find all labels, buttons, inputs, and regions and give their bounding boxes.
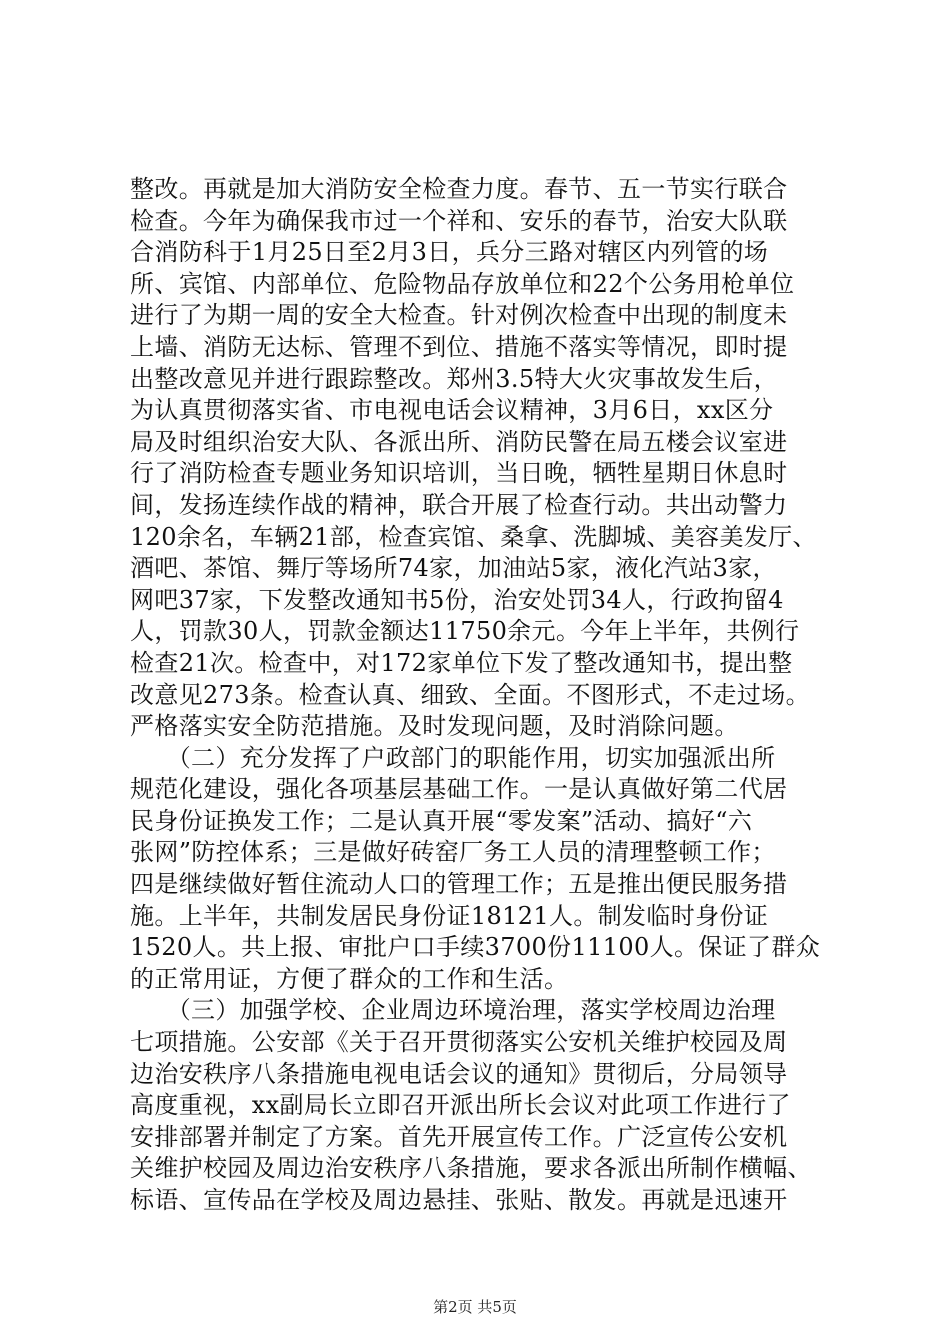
- text-line: 安排部署并制定了方案。首先开展宣传工作。广泛宣传公安机: [130, 1122, 788, 1151]
- text-line: 七项措施。公安部《关于召开贯彻落实公安机关维护校园及周: [130, 1028, 788, 1057]
- text-line: 所、宾馆、内部单位、危险物品存放单位和22个公务用枪单位: [130, 269, 795, 298]
- text-line: 检查。今年为确保我市过一个祥和、安乐的春节，治安大队联: [130, 206, 788, 235]
- text-line: 进行了为期一周的安全大检查。针对例次检查中出现的制度未: [130, 301, 788, 330]
- text-line: 严格落实安全防范措施。及时发现问题，及时消除问题。: [130, 712, 739, 741]
- text-line: 酒吧、茶馆、舞厅等场所74家，加油站5家，液化汽站3家，: [130, 554, 777, 583]
- paragraph-start-line: （二）充分发挥了户政部门的职能作用，切实加强派出所: [130, 743, 776, 772]
- text-line: 的正常用证，方便了群众的工作和生活。: [130, 964, 569, 993]
- text-line: 行了消防检查专题业务知识培训，当日晚，牺牲星期日休息时: [130, 459, 788, 488]
- text-line: 合消防科于1月25日至2月3日，兵分三路对辖区内列管的场: [130, 238, 769, 267]
- text-line: 人，罚款30人，罚款金额达11750余元。今年上半年，共例行: [130, 617, 800, 646]
- text-line: 张网”防控体系；三是做好砖窑厂务工人员的清理整顿工作；: [130, 838, 776, 867]
- text-line: 高度重视，xx副局长立即召开派出所长会议对此项工作进行了: [130, 1091, 791, 1120]
- text-line: 1520人。共上报、审批户口手续3700份11100人。保证了群众: [130, 933, 821, 962]
- text-line: 网吧37家，下发整改通知书5份，治安处罚34人，行政拘留4: [130, 585, 784, 614]
- text-line: 标语、宣传品在学校及周边悬挂、张贴、散发。再就是迅速开: [130, 1186, 788, 1214]
- page-number-footer: 第2页 共5页: [433, 1298, 517, 1316]
- text-line: 四是继续做好暂住流动人口的管理工作；五是推出便民服务措: [130, 870, 788, 899]
- text-line: 关维护校园及周边治安秩序八条措施，要求各派出所制作横幅、: [130, 1154, 812, 1183]
- text-line: 民身份证换发工作；二是认真开展“零发案”活动、搞好“六: [130, 806, 753, 835]
- text-line: 改意见273条。检查认真、细致、全面。不图形式，不走过场。: [130, 680, 810, 709]
- text-line: 出整改意见并进行跟踪整改。郑州3.5特大火灾事故发生后，: [130, 364, 778, 393]
- text-line: 局及时组织治安大队、各派出所、消防民警在局五楼会议室进: [130, 427, 788, 456]
- text-line: 间，发扬连续作战的精神，联合开展了检查行动。共出动警力: [130, 490, 788, 519]
- paragraph-start-line: （三）加强学校、企业周边环境治理，落实学校周边治理: [130, 996, 776, 1025]
- text-line: 边治安秩序八条措施电视电话会议的通知》贯彻后，分局领导: [130, 1059, 788, 1088]
- text-line: 规范化建设，强化各项基层基础工作。一是认真做好第二代居: [130, 775, 788, 804]
- document-body: [130, 174, 842, 1217]
- text-line: 上墙、消防无达标、管理不到位、措施不落实等情况，即时提: [130, 332, 788, 361]
- text-line: 为认真贯彻落实省、市电视电话会议精神，3月6日，xx区分: [130, 396, 774, 425]
- text-line: 120余名，车辆21部，检查宾馆、桑拿、洗脚城、美容美发厅、: [130, 522, 817, 551]
- text-line: 整改。再就是加大消防安全检查力度。春节、五一节实行联合: [130, 175, 788, 203]
- text-line: 检查21次。检查中，对172家单位下发了整改通知书，提出整: [130, 648, 793, 677]
- text-line: 施。上半年，共制发居民身份证18121人。制发临时身份证: [130, 901, 769, 930]
